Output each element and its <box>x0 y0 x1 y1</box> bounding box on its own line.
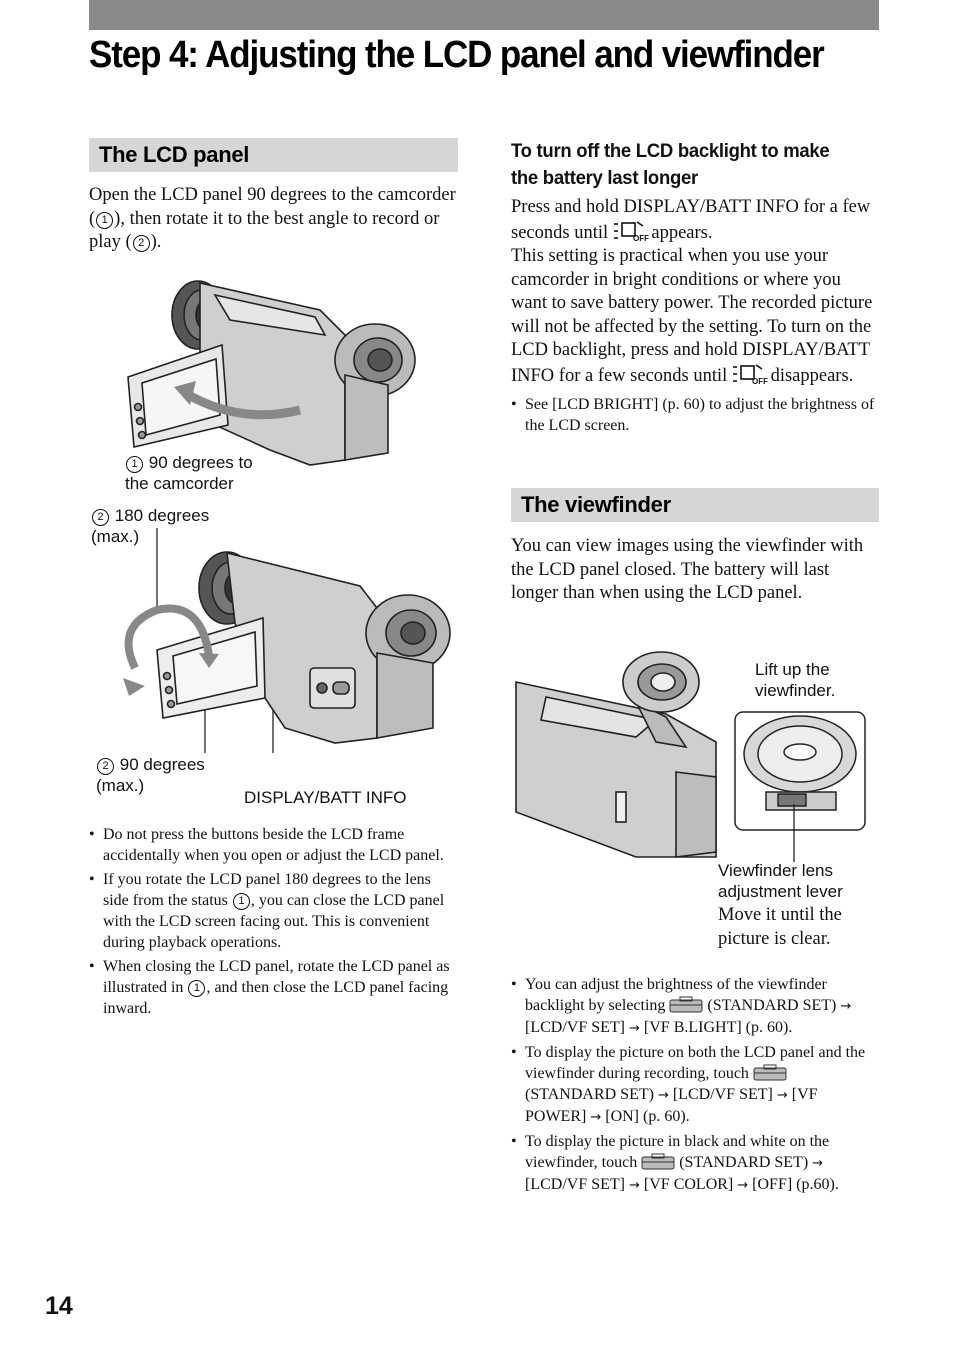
arrow-icon: → <box>629 1178 640 1193</box>
lcd-section-heading: The LCD panel <box>89 138 458 172</box>
arrow-icon: → <box>590 1110 602 1125</box>
lcd-backlight-off-icon <box>613 220 647 242</box>
viewfinder-section-heading: The viewfinder <box>511 488 879 522</box>
viewfinder-notes <box>511 974 879 1199</box>
camcorder-lcd-rotate-illustration <box>115 528 460 758</box>
backlight-para-1: Press and hold DISPLAY/BATT INFO for a few seconds until OFF appears. <box>511 197 871 243</box>
circled-number: 2 <box>133 235 150 252</box>
viewfinder-section <box>511 488 879 606</box>
figure2-caption-180: 2 180 degrees (max.) <box>91 506 210 546</box>
list-item: • You can adjust the brightness of the viewfinder backlight by selecting (STANDARD SET) → [LCD/VF SET] → [VF B.LIGHT] (p. 60). <box>511 974 879 1039</box>
toolbox-icon <box>753 1064 787 1081</box>
lcd-intro: Open the LCD panel 90 degrees to the camcorder ( 1 ), then rotate it to the best angle to record or play ( 2 ). <box>89 185 456 252</box>
list-item: • When closing the LCD panel, rotate the LCD panel as illustrated in 1 , and then close the LCD panel facing inward. <box>89 956 458 1019</box>
lcd-notes <box>89 824 458 1022</box>
arrow-icon: → <box>657 1088 669 1103</box>
arrow-icon: → <box>737 1178 749 1193</box>
list-item: • To display the picture on both the LCD panel and the viewfinder during recording, touch (STANDARD SET) → [LCD/VF SET] → [VF POWER] → [ON] (p. 60). <box>511 1042 879 1128</box>
lcd-backlight-off-icon <box>732 363 766 385</box>
figure2-caption-90: 2 90 degrees (max.) <box>96 755 205 795</box>
toolbox-icon <box>669 996 703 1013</box>
viewfinder-intro: You can view images using the viewfinder with the LCD panel closed. The battery will last longer than when using the LCD panel. <box>511 536 864 603</box>
figure1-caption: 1 90 degrees to the camcorder <box>125 453 253 493</box>
arrow-icon: → <box>812 1156 824 1171</box>
lens-lever-caption: Viewfinder lens adjustment lever <box>718 861 843 901</box>
list-item: • See [LCD BRIGHT] (p. 60) to adjust the brightness of the LCD screen. <box>511 394 879 436</box>
arrow-icon: → <box>629 1021 640 1036</box>
list-item: • If you rotate the LCD panel 180 degrees to the lens side from the status 1 , you can close the LCD panel with the LCD screen facing out. This is convenient during playback operations. <box>89 869 458 953</box>
backlight-para-2: This setting is practical when you use your camcorder in bright conditions or where you want to save battery power. The recorded picture will not be affected by the setting. To turn on the LCD backlight, press and hold DISPLAY/BATT INFO for a few seconds until OFF disappears. <box>511 246 873 386</box>
display-batt-info-label: DISPLAY/BATT INFO <box>244 788 407 807</box>
page-number: 14 <box>45 1292 73 1320</box>
header-bar <box>89 0 879 30</box>
lens-lever-instruction: Move it until the picture is clear. <box>718 905 842 949</box>
backlight-section <box>511 138 879 439</box>
backlight-heading: To turn off the LCD backlight to make the battery last longer <box>511 140 830 189</box>
circled-number: 1 <box>96 212 113 229</box>
arrow-icon: → <box>840 999 852 1014</box>
arrow-icon: → <box>776 1088 788 1103</box>
list-item: • Do not press the buttons beside the LCD frame accidentally when you open or adjust the LCD panel. <box>89 824 458 866</box>
lift-viewfinder-caption: Lift up the viewfinder. <box>755 660 836 700</box>
page-title: Step 4: Adjusting the LCD panel and viewfinder <box>89 34 824 76</box>
lcd-panel-section <box>89 138 458 255</box>
svg-text:OFF: OFF <box>751 376 768 386</box>
toolbox-icon <box>641 1153 675 1170</box>
svg-text:OFF: OFF <box>632 233 649 243</box>
camcorder-lcd-open-illustration <box>120 275 420 475</box>
list-item: • To display the picture in black and white on the viewfinder, touch (STANDARD SET) → [LCD/VF SET] → [VF COLOR] → [OFF] (p.60). <box>511 1131 879 1196</box>
